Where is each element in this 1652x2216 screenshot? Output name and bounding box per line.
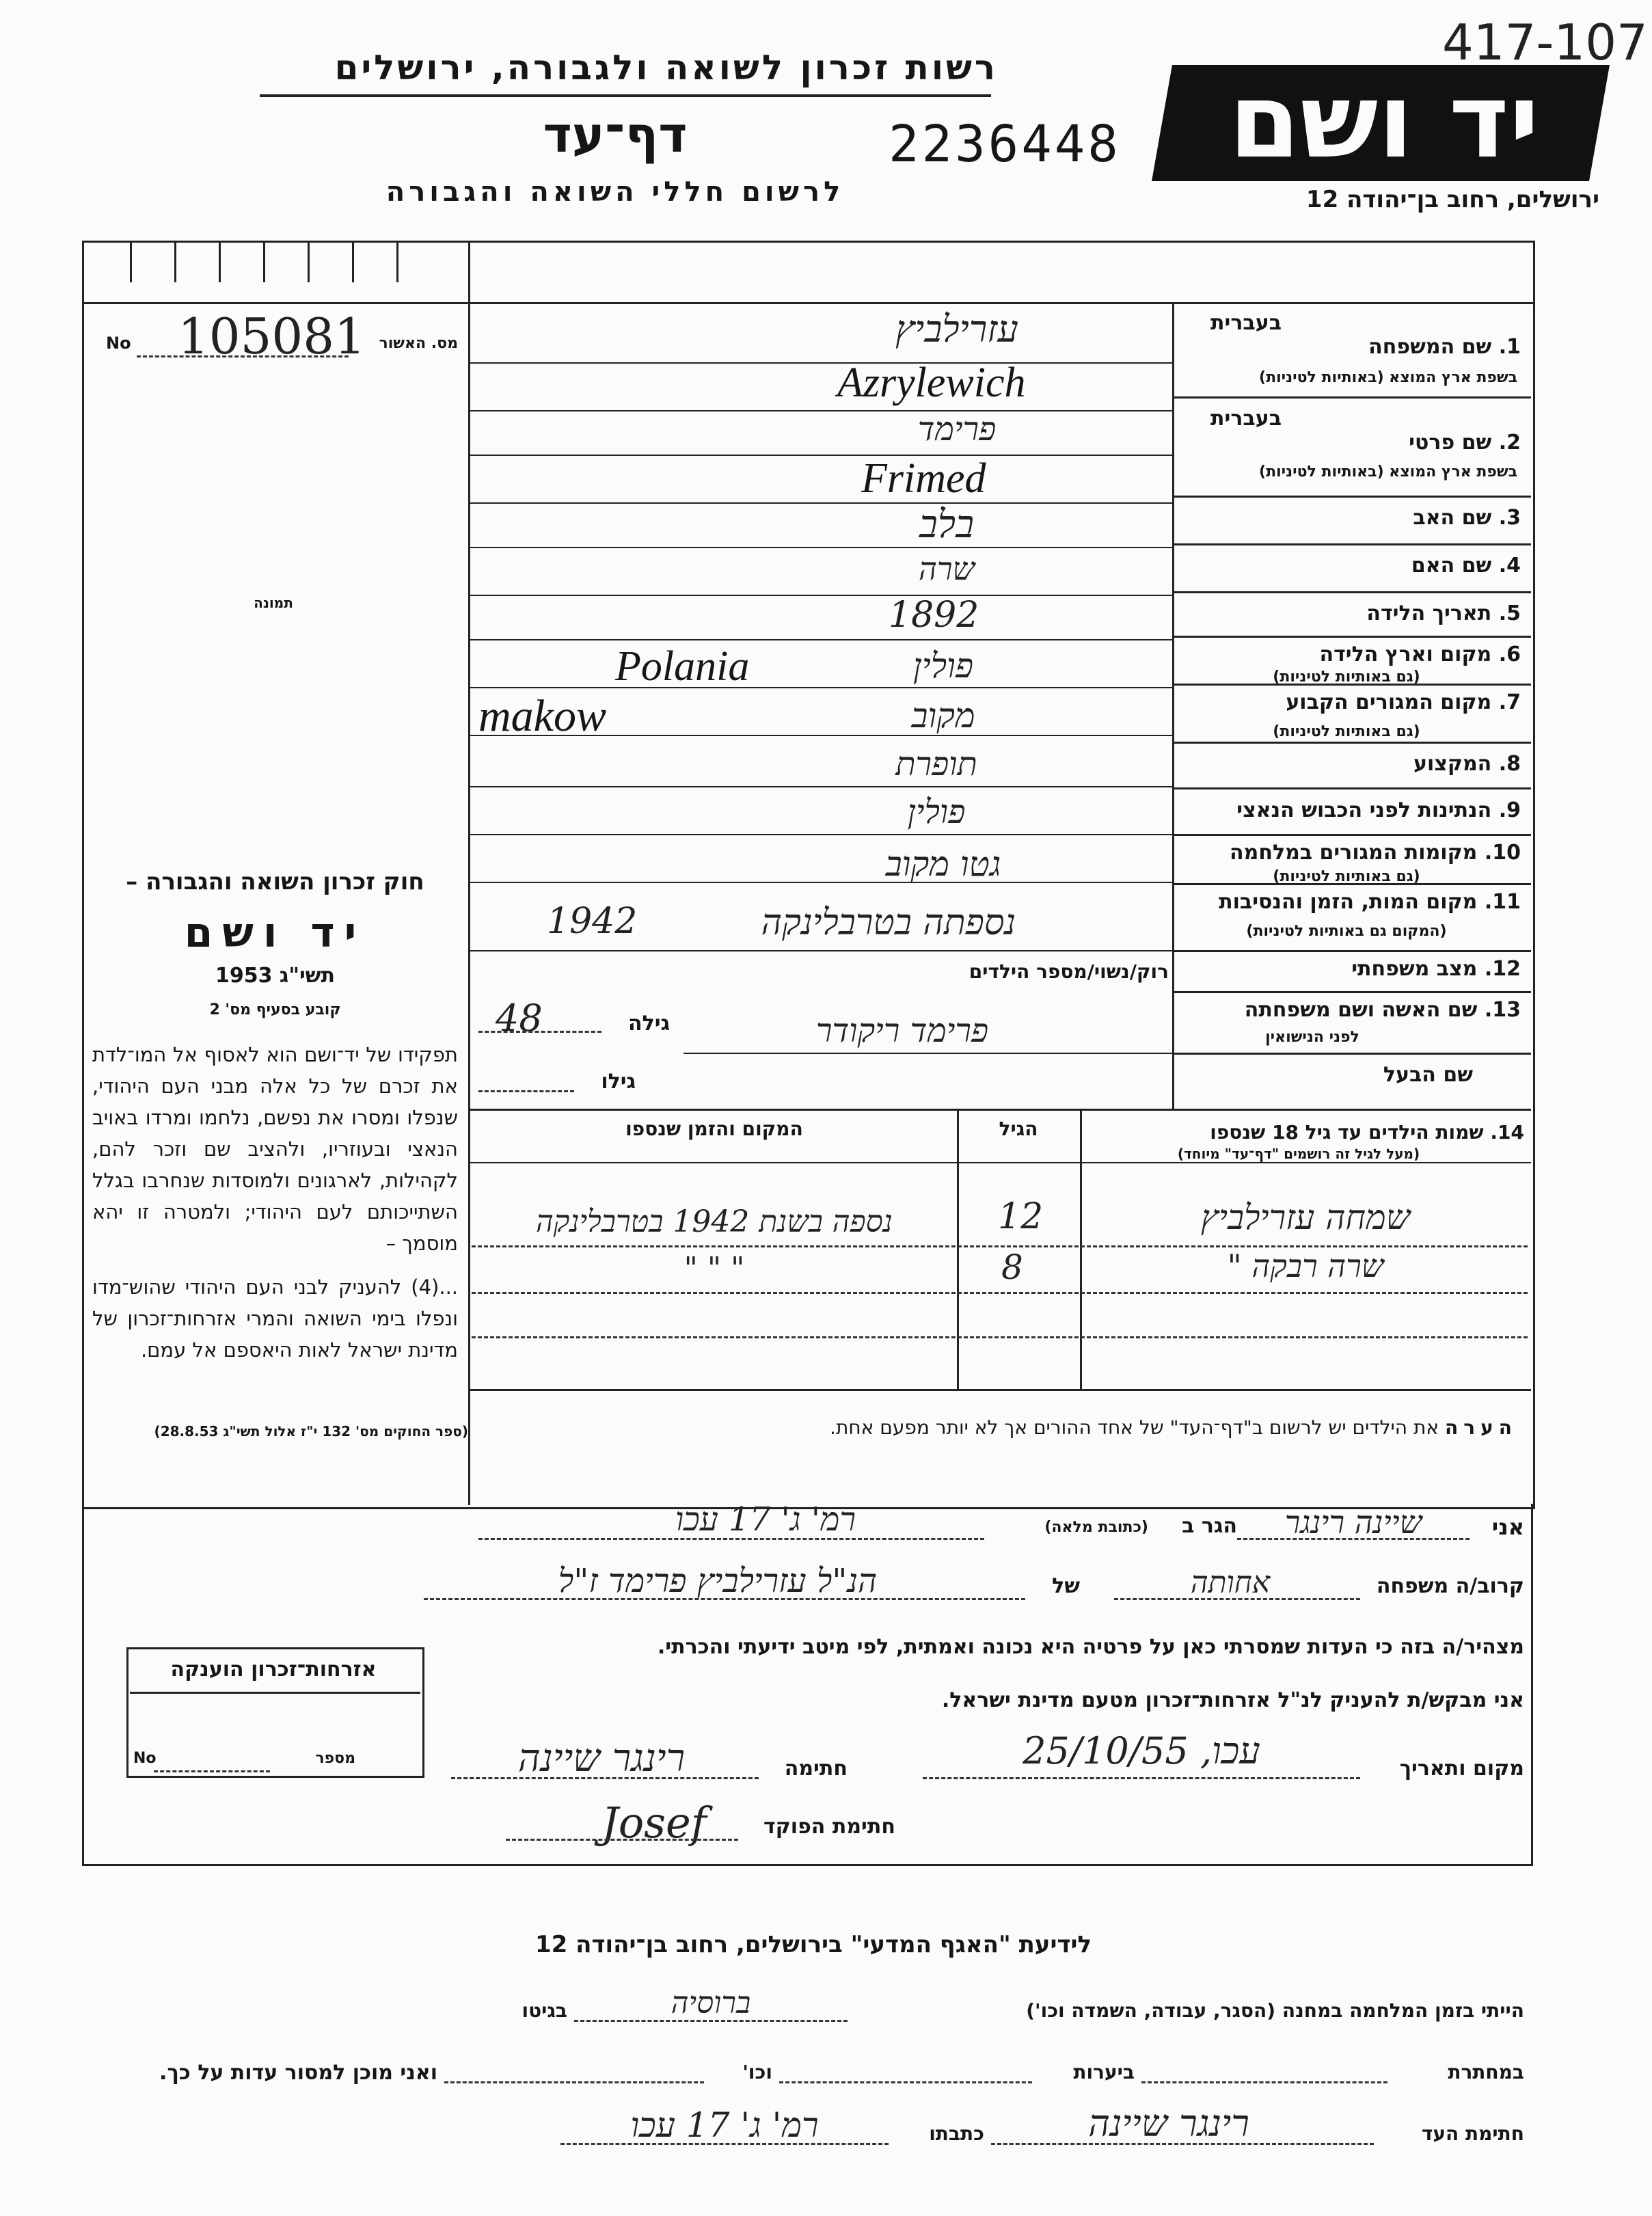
marital-status-options: רוק/נשוי/מספר הילדים (969, 960, 1169, 983)
authority-underline (260, 94, 991, 97)
footer-line2-d: ואני מוכן למסור עדות על כך. (159, 2061, 437, 2085)
value-death-year: 1942 (547, 901, 638, 942)
children-age-header: הגיל (999, 1118, 1038, 1140)
field-label-marital-status: 12. מצב משפחתי (1351, 957, 1521, 981)
value-wartime-residence: גטו מקוב (885, 844, 1001, 884)
form-title: דף־עד (543, 106, 688, 163)
child-name-2: שרה רבקה " (1227, 1247, 1384, 1284)
of-name: הנ"ל עזרילביץ פרימד ז"ל (558, 1562, 878, 1600)
value-father: בלב (919, 502, 975, 547)
value-family-name-latin: Azrylewich (837, 360, 1026, 406)
field-label-birthplace: 6. מקום וארץ הלידה (1319, 643, 1521, 666)
field-sub-1: בשפת ארץ המוצא (באותיות לטיניות) (1259, 369, 1517, 386)
official-signature-label: חתימת הפוקד (763, 1815, 895, 1839)
children-sub: (מעל לגיל זה רושמים "דף־עד" מיוחד) (1177, 1146, 1420, 1162)
form-number: 2236448 (889, 115, 1121, 174)
child-place-1: נספה בשנת 1942 בטרבלינקה (536, 1204, 893, 1239)
hebrew-tag-1: בעברית (1210, 311, 1282, 335)
value-birthplace-latin: Polania (615, 643, 750, 690)
footer-heading: לידיעת "האגף המדעי" בירושלים, רחוב בן־יהודה 12 (534, 1931, 1092, 1958)
witness-address-label: כתבתו (929, 2122, 984, 2145)
label-column-border (1172, 302, 1174, 1109)
yad-vashem-logo: יד ושם (1228, 62, 1540, 181)
wife-age-label: גילה (628, 1012, 670, 1036)
left-column-border (468, 241, 470, 1505)
value-family-name-hebrew: עזרילביץ (895, 308, 1018, 351)
relation-value: אחותה (1190, 1565, 1271, 1600)
field-sub-7: (גם באותיות לטיניות) (1273, 723, 1420, 740)
field-sub-13: לפני הנישואין (1265, 1029, 1359, 1046)
law-title: חוק זכרון השואה והגבורה – (126, 868, 424, 895)
value-residence-hebrew: מקוב (911, 696, 975, 735)
witness-signature: רינגר שיינה (1088, 2102, 1249, 2145)
place-date-value: עכו, 25/10/55 (1023, 1729, 1260, 1772)
citizenship-number-label: מספר (315, 1750, 355, 1767)
form-subtitle: לרשום חללי השואה והגבורה (385, 176, 845, 208)
law-item-4: ...(4) להעניק לבני העם היהודי שהוש־מדו ונפלו בימי השואה והמרי אזרחות־זכרון של מדינת ישראל לאות היאספם אל עמם. (92, 1275, 458, 1362)
law-body: תפקידו של יד־ושם הוא לאסוף אל המו־לדת את זכרם של כל אלה מבני העם היהודי, שנפלו ומסרו את נפשם, נלחמו ומרדו באויב הנאצי ובעוזריו, ולהציב שם וזכר להם, לקהילות, לארגונים ולמוסדות שנחרבו בגלל השתייכותם לעם היהודי; ולמטרה זו יהא מוסמך – (92, 1043, 458, 1255)
footer-line1-suffix: בגיטו (522, 1999, 567, 2022)
child-age-1: 12 (998, 1196, 1044, 1237)
field-sub-10: (גם באותיות לטיניות) (1273, 868, 1420, 885)
note-label: הערה (1445, 1416, 1517, 1439)
photo-label: תמונה (254, 595, 293, 611)
corner-handwritten-number: 417-107 (1442, 14, 1648, 71)
law-name: יד ושם (184, 909, 366, 957)
field-label-citizenship: 9. הנתינות לפני הכבוש הנאצי (1236, 798, 1521, 822)
note-row (478, 1416, 1517, 1439)
footer-line1-prefix: הייתי בזמן המלחמה במחנה (הסגר, עבודה, השמדה וכו') (1026, 1999, 1524, 2022)
witness-label: חתימת העד (1421, 2122, 1524, 2145)
field-sub-2: בשפת ארץ המוצא (באותיות לטיניות) (1259, 463, 1517, 481)
child-name-1: שמחה עזרילביץ (1200, 1198, 1411, 1237)
field-label-residence: 7. מקום המגורים הקבוע (1286, 690, 1521, 714)
field-label-wife: 13. שם האשה ושם משפחתה (1244, 998, 1521, 1022)
children-place-header: המקום והזמן שנספו (625, 1118, 803, 1140)
citizenship-no-label: No (133, 1750, 157, 1767)
signature-label: חתימה (784, 1757, 848, 1781)
field-sub-6: (גם באותיות לטיניות) (1273, 668, 1420, 686)
value-wife-age: 48 (496, 997, 543, 1040)
citizenship-box-title: אזרחות־זכרון הוענקה (170, 1658, 377, 1681)
field-label-family-name: 1. שם המשפחה (1368, 335, 1521, 359)
declarant-resides-label: הגר ב (1182, 1514, 1237, 1538)
footer-line1-value: ברוסיה (671, 1986, 751, 2021)
value-profession: תופרת (895, 745, 977, 783)
footer-line2-c: וכו' (742, 2061, 772, 2083)
value-wife-name: פרימד ריקודר (815, 1012, 989, 1050)
header-address: ירושלים, רחוב בן־יהודה 12 (1305, 186, 1599, 213)
request-text: אני מבקש/ת להעניק לנ"ל אזרחות־זכרון מטעם מדינת ישראל. (941, 1688, 1524, 1712)
value-death-place: נספתה בטרבלינקה (761, 902, 1016, 943)
value-first-name-hebrew: פרימד (917, 410, 997, 448)
value-birthplace-hebrew: פולין (912, 646, 974, 686)
field-label-father: 3. שם האב (1413, 506, 1521, 530)
field-label-profession: 8. המקצוע (1413, 752, 1521, 776)
field-label-husband: שם הבעל (1383, 1063, 1473, 1087)
husband-age-label: גילו (601, 1070, 636, 1094)
approval-line (137, 355, 349, 357)
approval-label: מס. האשור (379, 335, 458, 352)
field-label-mother: 4. שם האם (1411, 554, 1521, 578)
value-residence-latin: makow (478, 691, 606, 741)
value-mother: שרה (918, 550, 975, 587)
relation-label: קרוב/ה משפחה (1376, 1574, 1524, 1598)
field-label-death: 11. מקום המות, הזמן והנסיבות (1219, 890, 1521, 914)
field-sub-11: (המקום גם באותיות לטיניות) (1246, 923, 1447, 940)
law-year: תשי"ג 1953 (215, 964, 336, 988)
place-date-label: מקום ותאריך (1399, 1757, 1524, 1781)
field-label-first-name: 2. שם פרטי (1409, 431, 1521, 455)
approval-number: 105081 (178, 308, 366, 365)
declarant-i-label: אני (1491, 1514, 1524, 1540)
declarant-name: שיינה רינגר (1284, 1504, 1422, 1541)
note-text: את הילדים יש לרשום ב"דף־העד" של אחד ההורים אך לא יותר מפעם אחת. (830, 1416, 1439, 1439)
witness-address: רמ' ג' 17 עכו (630, 2105, 819, 2145)
official-signature: Josef (601, 1798, 707, 1848)
approval-no-label: No (106, 334, 131, 353)
footer-line2-a: במחתרת (1448, 2061, 1524, 2083)
field-label-birth-date: 5. תאריך הלידה (1366, 602, 1521, 625)
field-label-wartime-residence: 10. מקומות המגורים במלחמה (1230, 841, 1521, 865)
value-first-name-latin: Frimed (861, 455, 986, 502)
footer-line2-b: ביערות (1073, 2061, 1135, 2083)
declarant-address: רמ' ג' 17 עכו (675, 1500, 856, 1539)
declaration-text: מצהיר/ה בזה כי העדות שמסרתי כאן על פרטיה היא נכונה ואמתית, לפי מיטב ידיעתי והכרתי. (657, 1635, 1524, 1659)
of-label: של (1052, 1574, 1080, 1598)
declarant-signature: רינגר שיינה (517, 1736, 686, 1781)
children-title: 14. שמות הילדים עד גיל 18 שנספו (1210, 1121, 1524, 1144)
value-citizenship: פולין (907, 793, 966, 831)
declarant-address-hint: (כתובת מלאה) (1044, 1519, 1148, 1536)
hebrew-tag-2: בעברית (1210, 407, 1282, 431)
top-strip-line (82, 302, 1533, 304)
law-clause: קובע בסעיף מס' 2 (209, 1001, 341, 1018)
child-age-2: 8 (1001, 1247, 1023, 1287)
child-place-2: " " " (683, 1251, 745, 1286)
value-birth-date: 1892 (889, 595, 979, 636)
law-source: (ספר החוקים מס' 132 י"ז אלול תשי"ג 28.8.53) (154, 1423, 468, 1440)
authority-title: רשות זכרון לשואה ולגבורה, ירושלים (334, 48, 998, 87)
